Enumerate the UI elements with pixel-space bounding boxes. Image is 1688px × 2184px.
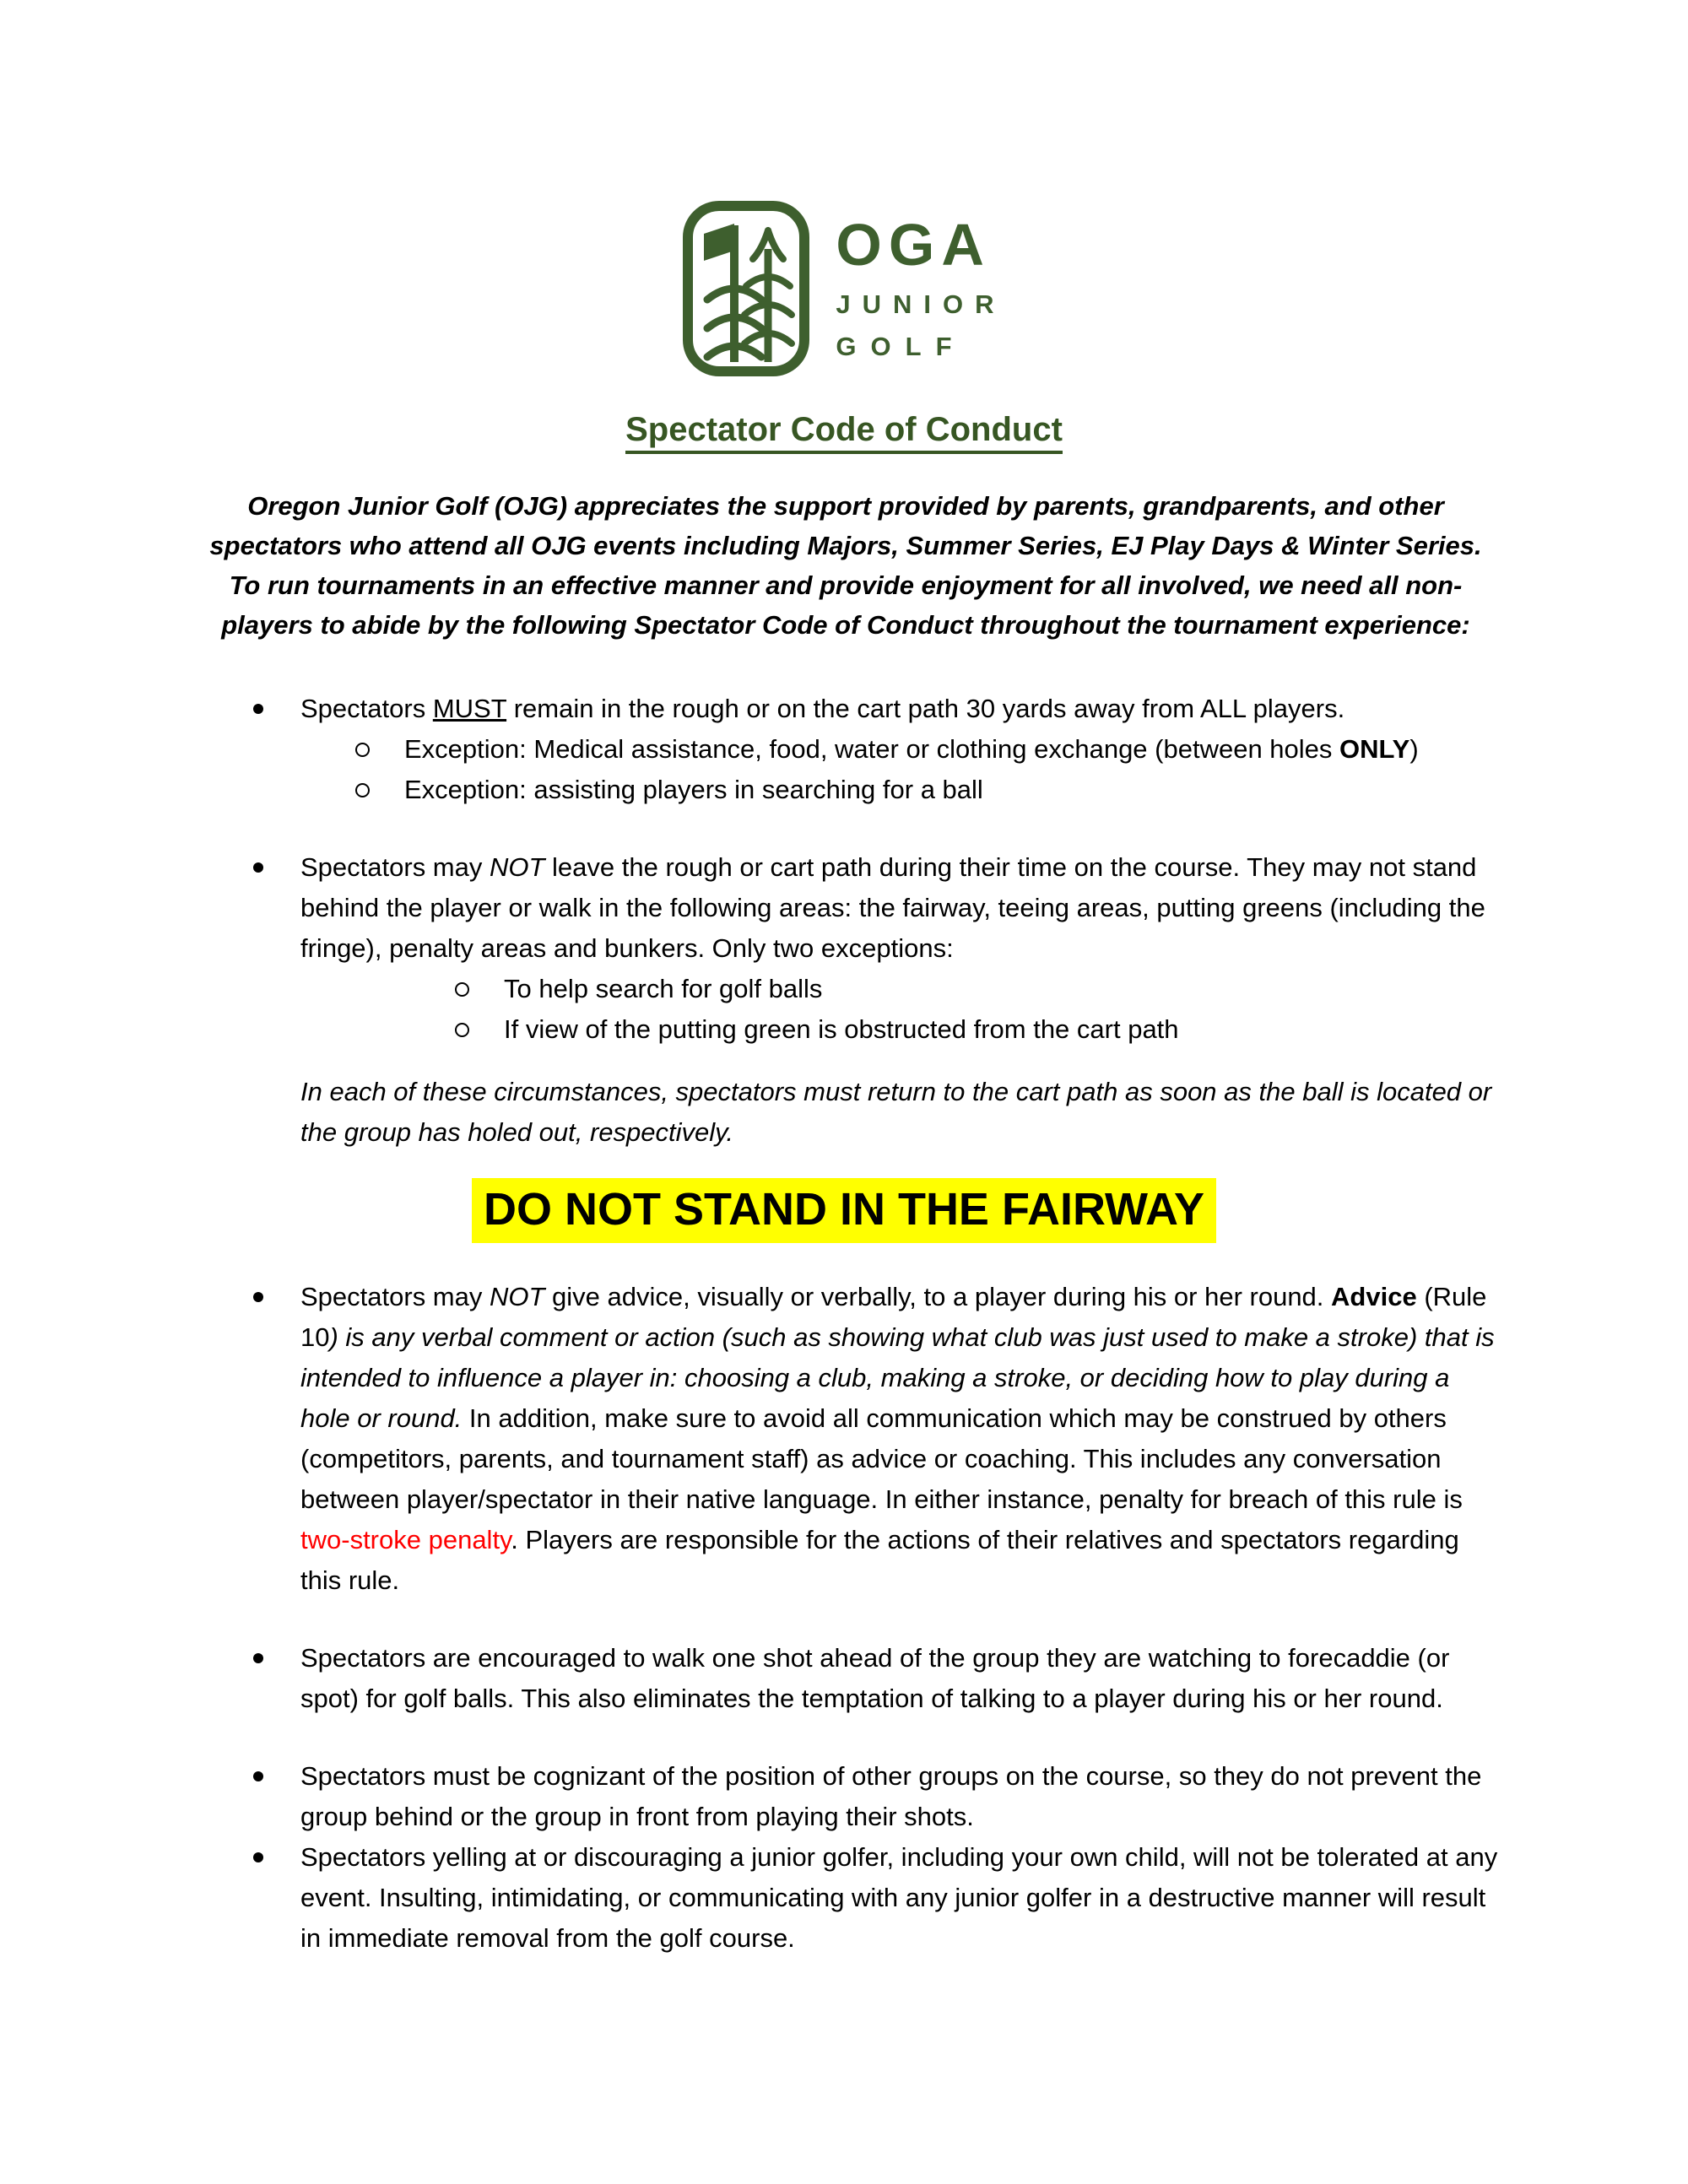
- rules-list: [0, 689, 1688, 1959]
- pine-trees-flag-icon: [682, 200, 810, 377]
- bullet-rule-3-text: [300, 1277, 1504, 1601]
- bullet-dot-icon: [253, 1292, 263, 1302]
- circle-bullet-icon: [455, 1023, 469, 1037]
- text-segment: NOT: [489, 1281, 545, 1311]
- logo-text-oga: OGA: [836, 212, 991, 278]
- sub-bullet-exception-1-text: [404, 729, 1504, 770]
- bullet-rule-1-text: [300, 689, 1504, 729]
- sub-bullet-exception-2: [355, 770, 1504, 810]
- text-segment: (Rule 10: [300, 1281, 1487, 1352]
- sub-bullet-obstructed-view-text: [504, 1009, 1504, 1050]
- logo-text-golf: GOLF: [836, 332, 966, 361]
- bullet-rule-5-text: [300, 1756, 1504, 1837]
- return-to-cart-path-note: [300, 1072, 1504, 1153]
- fairway-warning-banner: DO NOT STAND IN THE FAIRWAY: [472, 1178, 1216, 1243]
- logo-text-junior: JUNIOR: [836, 289, 1006, 319]
- logo-wordmark: [836, 212, 1006, 362]
- text-segment: leave the rough or cart path during their time on the course. They may not stand behind the player or walk in the following areas: the fairway, teeing areas, putting greens (including the fringe), penalty areas and bunkers. Only two exceptions:: [300, 852, 1485, 963]
- bullet-dot-icon: [253, 704, 263, 714]
- banner-container: [0, 1178, 1688, 1243]
- text-segment: ): [1409, 734, 1419, 764]
- bullet-rule-4-text: [300, 1638, 1504, 1719]
- sub-bullet-obstructed-view: [455, 1009, 1504, 1050]
- circle-bullet-icon: [355, 743, 370, 757]
- bullet-dot-icon: [253, 862, 263, 873]
- bullet-rule-1: [253, 689, 1504, 729]
- oga-junior-golf-logo: [0, 0, 1688, 377]
- text-segment: ONLY: [1339, 734, 1410, 764]
- page-title: Spectator Code of Conduct: [625, 411, 1063, 454]
- text-segment: NOT: [489, 852, 545, 882]
- title-container: [0, 411, 1688, 454]
- bullet-rule-2: [253, 847, 1504, 969]
- text-segment: In addition, make sure to avoid all communication which may be construed by others (competitors, parents, and tournament staff) as advice or coaching. This includes any conversation between player/spectator in their native language. In either instance, penalty for breach of this rule is: [300, 1403, 1463, 1514]
- sub-bullet-search-balls: [455, 969, 1504, 1009]
- bullet-dot-icon: [253, 1653, 263, 1663]
- bullet-rule-6: [253, 1837, 1504, 1959]
- text-segment: . Players are responsible for the actions of their relatives and spectators regarding this rule.: [300, 1524, 1459, 1595]
- bullet-dot-icon: [253, 1771, 263, 1781]
- sub-bullet-search-balls-text: [504, 969, 1504, 1009]
- text-segment: MUST: [432, 694, 507, 723]
- bullet-rule-5: [253, 1756, 1504, 1837]
- circle-bullet-icon: [455, 982, 469, 997]
- text-segment: Spectators are encouraged to walk one shot ahead of the group they are watching to forecaddie (or spot) for golf balls. This also eliminates the temptation of talking to a player during his or her round.: [300, 1642, 1450, 1713]
- bullet-rule-2-text: [300, 847, 1504, 969]
- bullet-rule-4: [253, 1638, 1504, 1719]
- text-segment: Spectators may: [300, 1281, 490, 1311]
- text-segment: Spectators: [300, 694, 433, 723]
- text-segment: ) is any verbal comment or action (such as showing what club was just used to make a stroke) that is intended to influence a player in: choosing a club, making a stroke, or deciding how to play during a hole or round.: [300, 1322, 1495, 1433]
- bullet-rule-3: [253, 1277, 1504, 1601]
- sub-bullet-exception-1: [355, 729, 1504, 770]
- text-segment: Spectators may: [300, 852, 490, 882]
- text-segment: remain in the rough or on the cart path 30 yards away from ALL players.: [506, 694, 1345, 723]
- text-segment: If view of the putting green is obstructed from the cart path: [504, 1014, 1179, 1044]
- sub-bullet-exception-2-text: [404, 770, 1504, 810]
- bullet-dot-icon: [253, 1852, 263, 1862]
- circle-bullet-icon: [355, 783, 370, 797]
- text-segment: Advice: [1331, 1281, 1417, 1311]
- text-segment: two-stroke penalty: [300, 1524, 511, 1554]
- text-segment: In each of these circumstances, spectators must return to the cart path as soon as the ball is located or the group has holed out, respectively.: [300, 1077, 1492, 1147]
- text-segment: Spectators yelling at or discouraging a junior golfer, including your own child, will not be tolerated at any event. Insulting, intimidating, or communicating with any junior golfer in a destructive manner will result in immediate removal from the golf course.: [300, 1841, 1498, 1953]
- bullet-rule-6-text: [300, 1837, 1504, 1959]
- text-segment: Spectators must be cognizant of the position of other groups on the course, so they do not prevent the group behind or the group in front from playing their shots.: [300, 1760, 1482, 1831]
- text-segment: give advice, visually or verbally, to a player during his or her round.: [544, 1281, 1332, 1311]
- text-segment: Exception: assisting players in searching for a ball: [404, 775, 983, 804]
- text-segment: Exception: Medical assistance, food, water or clothing exchange (between holes: [404, 734, 1340, 764]
- intro-paragraph: Oregon Junior Golf (OJG) appreciates the support provided by parents, grandparents, and other spectators who attend all OJG events including Majors, Summer Series, EJ Play Days & Winter Series. To run tournaments in an effective manner and provide enjoyment for all involved, we need all non-players to abide by the following Spectator Code of Conduct throughout the tournament experience:: [209, 491, 1482, 640]
- text-segment: To help search for golf balls: [504, 974, 823, 1003]
